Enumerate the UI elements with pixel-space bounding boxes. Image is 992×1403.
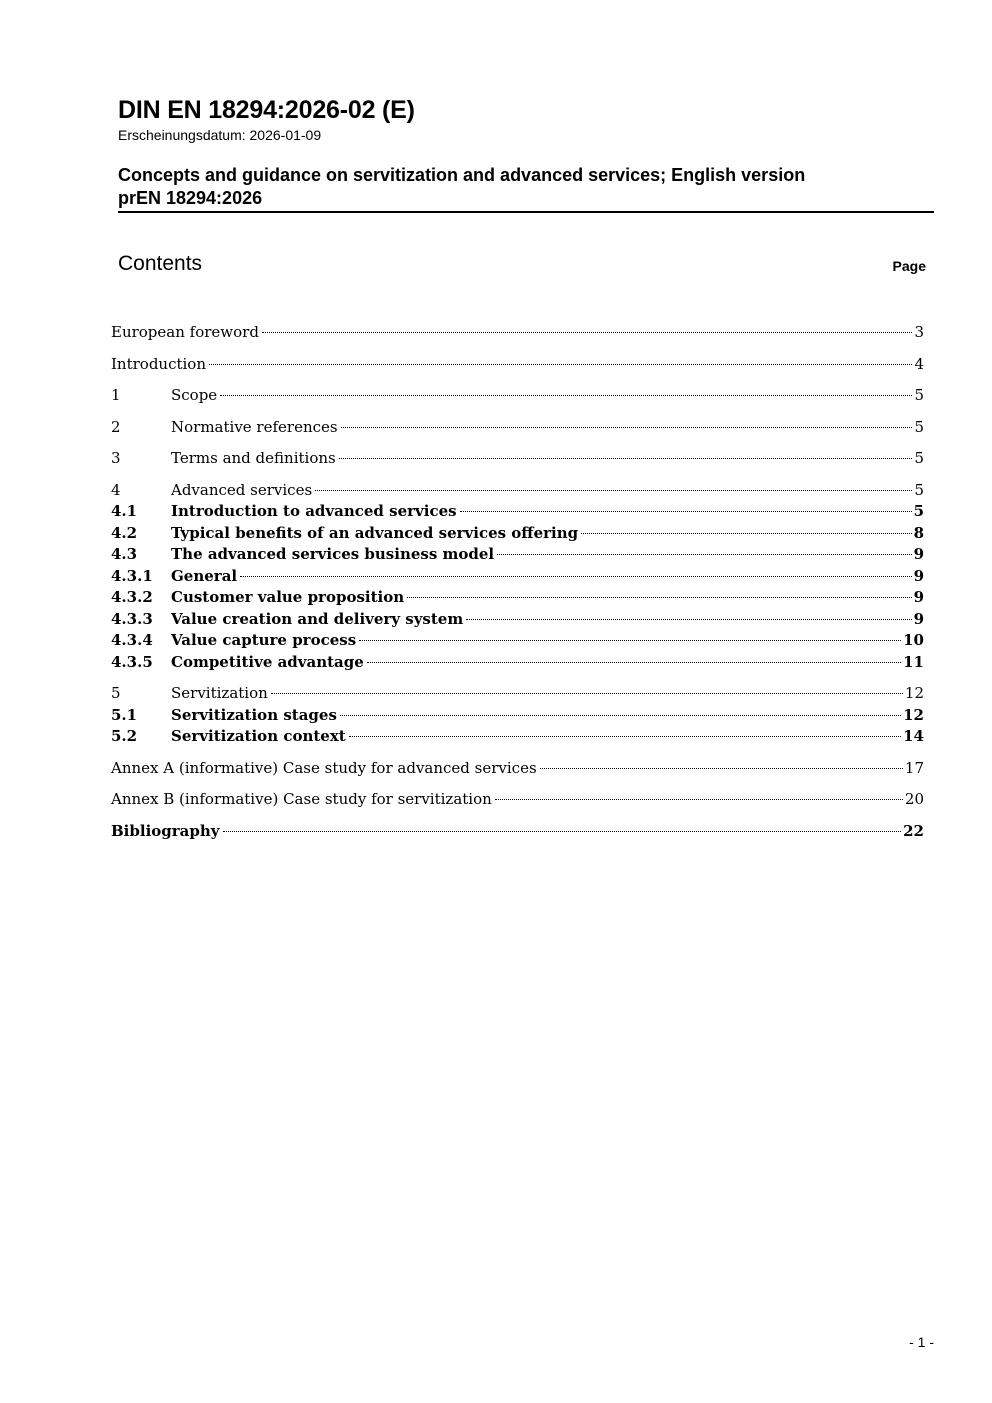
toc-entry-page: 20 (904, 790, 924, 808)
toc-entry[interactable] (111, 726, 924, 748)
toc-entry-number: 5 (111, 684, 121, 702)
toc-entry-title: Value creation and delivery system (171, 609, 464, 628)
document-header (118, 96, 934, 213)
toc-entry[interactable] (111, 480, 924, 502)
toc-dot-leader (209, 364, 912, 365)
toc-entry[interactable] (111, 705, 924, 727)
toc-entry-title: The advanced services business model (171, 545, 495, 563)
toc-entry-title: Value capture process (171, 631, 357, 649)
document-title (118, 164, 934, 210)
toc-entry[interactable] (111, 354, 924, 376)
toc-entry-number: 5.2 (111, 727, 138, 745)
toc-dot-leader (466, 619, 911, 620)
document-title-line-2: prEN 18294:2026 (118, 188, 263, 208)
toc-entry[interactable] (111, 652, 924, 674)
toc-entry[interactable] (111, 609, 924, 631)
toc-entry-page: 5 (914, 417, 924, 436)
toc-entry-number: 4.3.3 (111, 609, 153, 628)
toc-dot-leader (460, 511, 912, 512)
document-number: DIN EN 18294:2026-02 (E) (118, 96, 415, 124)
toc-entry-title: Servitization stages (171, 705, 337, 724)
toc-entry-number: 4.3.4 (111, 631, 153, 649)
toc-entry-number: 1 (111, 386, 121, 404)
toc-entry-title: Typical benefits of an advanced services offering (171, 523, 579, 542)
toc-entry-page: 12 (903, 705, 924, 724)
toc-entry-title: General (171, 566, 238, 585)
toc-entry[interactable] (111, 385, 924, 407)
toc-dot-leader (223, 831, 902, 832)
toc-entry-title: Introduction (111, 354, 206, 373)
toc-entry-page: 9 (913, 566, 924, 585)
toc-entry-page: 8 (913, 523, 924, 542)
toc-entry-page: 17 (904, 758, 924, 777)
toc-entry-number: 2 (111, 417, 121, 436)
toc-entry-title: European foreword (111, 323, 259, 341)
toc-dot-leader (540, 768, 903, 769)
toc-entry-page: 10 (903, 631, 924, 649)
contents-heading: Contents (118, 252, 203, 275)
toc-entry[interactable] (111, 821, 924, 843)
toc-entry[interactable] (111, 630, 924, 652)
toc-dot-leader (315, 490, 912, 491)
toc-entry-number: 3 (111, 449, 121, 467)
toc-entry-page: 5 (913, 502, 924, 520)
toc-entry-page: 5 (914, 480, 924, 499)
page-number: - 1 - (909, 1334, 934, 1350)
toc-entry-page: 3 (914, 323, 924, 341)
publication-date: Erscheinungsdatum: 2026-01-09 (118, 127, 322, 143)
toc-entry[interactable] (111, 566, 924, 588)
toc-entry-page: 5 (914, 449, 924, 467)
toc-entry-number: 4 (111, 480, 121, 499)
toc-entry-number: 4.3.2 (111, 588, 153, 606)
toc-entry-title: Servitization context (171, 727, 346, 745)
toc-dot-leader (407, 597, 911, 598)
toc-entry-title: Competitive advantage (171, 652, 364, 671)
toc-entry-page: 4 (914, 354, 924, 373)
toc-entry[interactable] (111, 758, 924, 780)
toc-entry[interactable] (111, 448, 924, 470)
toc-entry-page: 9 (913, 588, 924, 606)
toc-entry-number: 4.1 (111, 502, 138, 520)
toc-entry-title: Normative references (171, 417, 338, 436)
toc-entry-title: Bibliography (111, 821, 220, 840)
toc-dot-leader (340, 715, 901, 716)
toc-entry-title: Customer value proposition (171, 588, 405, 606)
toc-entry[interactable] (111, 587, 924, 609)
toc-entry-number: 4.2 (111, 523, 138, 542)
document-title-line-1: Concepts and guidance on servitization and advanced services; English version (118, 165, 806, 185)
toc-entry-page: 14 (903, 727, 924, 745)
toc-dot-leader (349, 736, 901, 737)
toc-dot-leader (240, 576, 911, 577)
toc-dot-leader (339, 458, 913, 459)
toc-dot-leader (271, 693, 903, 694)
toc-entry-number: 4.3.1 (111, 566, 153, 585)
table-of-contents (111, 322, 924, 842)
toc-entry-number: 5.1 (111, 705, 138, 724)
toc-entry[interactable] (111, 683, 924, 705)
toc-entry-title: Servitization (171, 684, 268, 702)
title-divider (118, 211, 934, 213)
toc-entry-title: Terms and definitions (171, 449, 336, 467)
toc-dot-leader (341, 427, 913, 428)
toc-entry[interactable] (111, 417, 924, 439)
toc-entry-page: 5 (914, 386, 924, 404)
toc-entry-title: Introduction to advanced services (171, 502, 457, 520)
toc-entry-title: Advanced services (171, 480, 313, 499)
toc-dot-leader (359, 640, 901, 641)
toc-entry-page: 9 (913, 545, 924, 563)
toc-dot-leader (367, 662, 901, 663)
toc-dot-leader (581, 533, 911, 534)
toc-entry[interactable] (111, 544, 924, 566)
toc-entry-title: Scope (171, 386, 218, 404)
toc-entry-page: 11 (903, 652, 924, 671)
toc-entry-title: Annex B (informative) Case study for servitization (111, 790, 492, 808)
toc-entry[interactable] (111, 501, 924, 523)
page-column-heading: Page (892, 258, 926, 274)
toc-dot-leader (220, 395, 912, 396)
toc-dot-leader (497, 554, 911, 555)
toc-entry[interactable] (111, 789, 924, 811)
toc-entry-page: 9 (913, 609, 924, 628)
toc-entry[interactable] (111, 523, 924, 545)
toc-entry-number: 4.3 (111, 545, 138, 563)
toc-entry-number: 4.3.5 (111, 652, 153, 671)
toc-entry-title: Annex A (informative) Case study for advanced services (111, 758, 537, 777)
toc-dot-leader (495, 799, 903, 800)
toc-entry-page: 12 (904, 684, 924, 702)
toc-entry[interactable] (111, 322, 924, 344)
toc-entry-page: 22 (903, 821, 924, 840)
toc-dot-leader (262, 332, 913, 333)
